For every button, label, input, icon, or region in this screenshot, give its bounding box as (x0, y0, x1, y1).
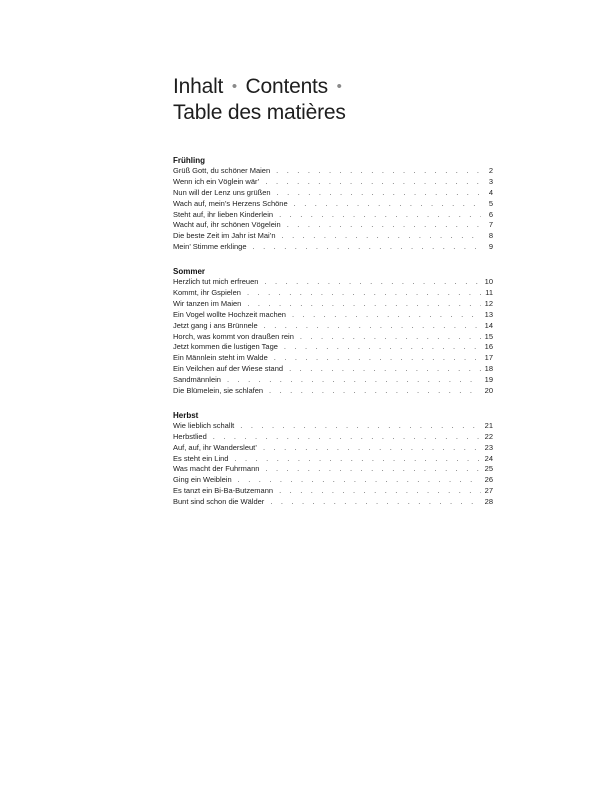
entry-page-number: 4 (488, 187, 493, 197)
entry-title: Auf, auf, ihr Wandersleut’ (173, 442, 257, 452)
title-separator: • (231, 78, 237, 95)
title-contents: Contents (245, 75, 328, 98)
toc-entry[interactable] (173, 497, 493, 508)
toc-entry[interactable] (173, 475, 493, 486)
toc-entry[interactable] (173, 332, 493, 343)
dot-leader (264, 321, 481, 332)
entry-page-number: 2 (488, 166, 493, 175)
toc-entry[interactable] (173, 443, 493, 454)
entry-title: Mein’ Stimme erklinge (173, 242, 247, 252)
entry-page-number: 28 (484, 497, 493, 507)
entry-title: Herzlich tut mich erfreuen (173, 277, 259, 287)
toc-entry[interactable] (173, 177, 493, 188)
dot-leader (279, 210, 481, 221)
entry-title: Nun will der Lenz uns grüßen (173, 187, 271, 197)
toc-entry[interactable] (173, 454, 493, 465)
toc-entry[interactable] (173, 321, 493, 332)
dot-leader (227, 375, 481, 386)
toc-entry[interactable] (173, 277, 493, 288)
dot-leader (253, 242, 482, 253)
toc-entry[interactable] (173, 166, 493, 177)
entry-page-number: 15 (484, 331, 493, 341)
entry-page-number: 3 (488, 176, 493, 186)
toc-entry[interactable] (173, 310, 493, 321)
dot-leader (277, 188, 481, 199)
entry-page-number: 24 (484, 453, 493, 463)
dot-leader (287, 220, 481, 231)
toc-entry[interactable] (173, 421, 493, 432)
entry-page-number: 26 (484, 475, 493, 485)
toc-entry[interactable] (173, 188, 493, 199)
dot-leader (234, 454, 480, 465)
page-title (173, 74, 346, 126)
entry-page-number: 10 (484, 277, 493, 287)
entry-title: Horch, was kommt von draußen rein (173, 331, 294, 341)
entry-title: Ging ein Weiblein (173, 475, 232, 485)
entry-page-number: 21 (484, 420, 493, 430)
entry-page-number: 7 (488, 220, 493, 230)
entry-page-number: 6 (488, 209, 493, 219)
title-separator: • (336, 78, 342, 95)
dot-leader (292, 310, 481, 321)
entry-title: Wacht auf, ihr schönen Vögelein (173, 220, 281, 230)
entry-title: Wir tanzen im Maien (173, 298, 242, 308)
toc-entry[interactable] (173, 375, 493, 386)
entry-title: Jetzt kommen die lustigen Tage (173, 342, 278, 352)
entry-page-number: 13 (484, 309, 493, 319)
dot-leader (240, 421, 480, 432)
dot-leader (279, 486, 481, 497)
section-title: Herbst (173, 410, 199, 420)
toc-section (173, 410, 493, 508)
toc-section (173, 155, 493, 253)
entry-page-number: 14 (484, 320, 493, 330)
toc-entry[interactable] (173, 210, 493, 221)
entry-page-number: 27 (484, 486, 493, 496)
entry-page-number: 5 (488, 198, 493, 208)
entry-title: Kommt, ihr Gspielen (173, 288, 241, 298)
toc-entry[interactable] (173, 342, 493, 353)
dot-leader (264, 277, 480, 288)
entry-page-number: 22 (484, 431, 493, 441)
title-table-des-matieres: Table des matières (173, 101, 346, 124)
dot-leader (276, 166, 481, 177)
entry-title: Steht auf, ihr lieben Kinderlein (173, 209, 274, 219)
toc-entry[interactable] (173, 231, 493, 242)
dot-leader (294, 199, 481, 210)
entry-page-number: 18 (484, 364, 493, 374)
dot-leader (270, 497, 480, 508)
entry-page-number: 17 (484, 353, 493, 363)
entry-title: Was macht der Fuhrmann (173, 464, 260, 474)
toc-entry[interactable] (173, 353, 493, 364)
entry-title: Ein Männlein steht im Walde (173, 353, 268, 363)
entry-page-number: 12 (484, 298, 493, 308)
entry-title: Grüß Gott, du schöner Maien (173, 166, 271, 175)
entry-title: Die Blümelein, sie schlafen (173, 386, 264, 396)
entry-title: Sandmännlein (173, 375, 221, 385)
dot-leader (300, 332, 481, 343)
toc-entry[interactable] (173, 364, 493, 375)
entry-title: Es steht ein Lind (173, 453, 229, 463)
entry-page-number: 11 (485, 288, 493, 298)
dot-leader (269, 386, 481, 397)
dot-leader (247, 299, 480, 310)
entry-page-number: 20 (484, 386, 493, 396)
toc-entry[interactable] (173, 386, 493, 397)
toc-entry[interactable] (173, 220, 493, 231)
entry-page-number: 8 (488, 231, 493, 241)
entry-page-number: 9 (488, 242, 493, 252)
entry-title: Wenn ich ein Vöglein wär’ (173, 176, 260, 186)
entry-title: Herbstlied (173, 431, 207, 441)
entry-page-number: 16 (484, 342, 493, 352)
dot-leader (284, 342, 481, 353)
entry-page-number: 23 (484, 442, 493, 452)
table-of-contents (173, 155, 493, 521)
entry-title: Bunt sind schon die Wälder (173, 497, 265, 507)
dot-leader (213, 432, 481, 443)
entry-title: Die beste Zeit im Jahr ist Mai’n (173, 231, 276, 241)
toc-entry[interactable] (173, 486, 493, 497)
entry-page-number: 19 (484, 375, 493, 385)
dot-leader (274, 353, 481, 364)
toc-section (173, 266, 493, 397)
toc-entry[interactable] (173, 199, 493, 210)
entry-title: Es tanzt ein Bi-Ba-Butzemann (173, 486, 274, 496)
entry-title: Ein Vogel wollte Hochzeit machen (173, 309, 286, 319)
dot-leader (247, 288, 481, 299)
entry-title: Wie lieblich schallt (173, 420, 235, 430)
dot-leader (265, 177, 481, 188)
dot-leader (238, 475, 481, 486)
toc-entry[interactable] (173, 464, 493, 475)
toc-entry[interactable] (173, 242, 493, 253)
dot-leader (265, 464, 480, 475)
entry-title: Jetzt gang i ans Brünnele (173, 320, 258, 330)
dot-leader (282, 231, 481, 242)
dot-leader (263, 443, 481, 454)
toc-entry[interactable] (173, 432, 493, 443)
section-title: Frühling (173, 156, 205, 165)
title-inhalt: Inhalt (173, 75, 224, 98)
section-title: Sommer (173, 267, 206, 277)
toc-entry[interactable] (173, 288, 493, 299)
entry-title: Wach auf, mein’s Herzens Schöne (173, 198, 288, 208)
dot-leader (289, 364, 481, 375)
entry-title: Ein Veilchen auf der Wiese stand (173, 364, 284, 374)
entry-page-number: 25 (484, 464, 493, 474)
toc-entry[interactable] (173, 299, 493, 310)
